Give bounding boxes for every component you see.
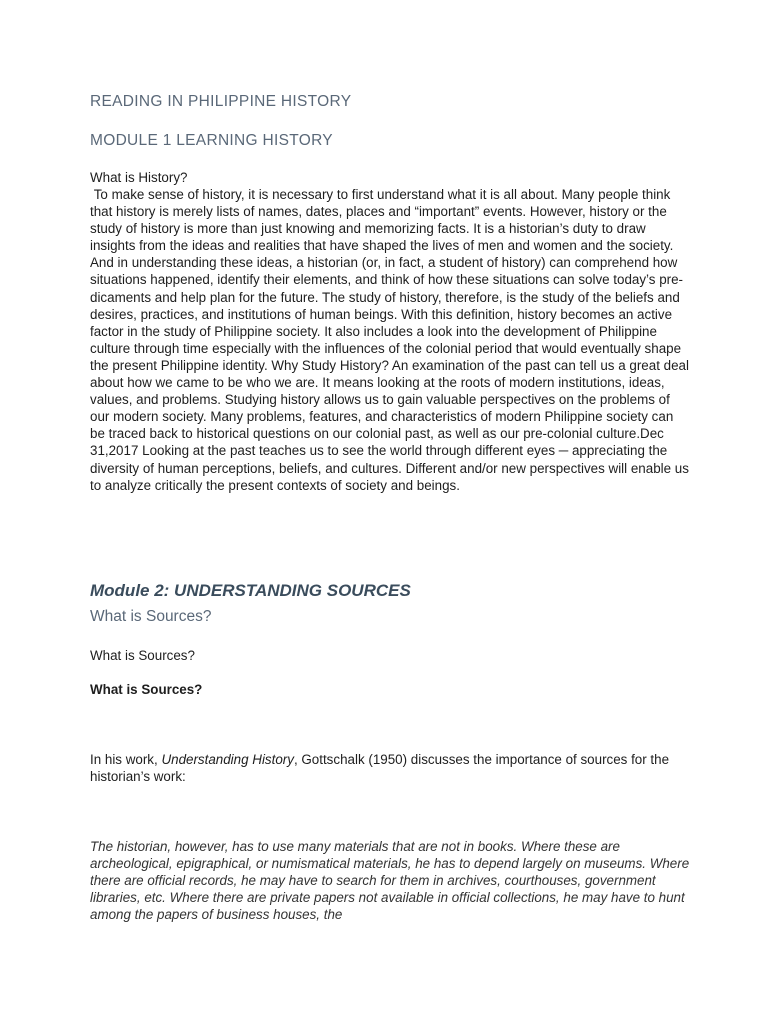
module2-question-bold: What is Sources? bbox=[90, 682, 203, 697]
document-title: READING IN PHILIPPINE HISTORY bbox=[90, 93, 352, 110]
module2-subheading: What is Sources? bbox=[90, 608, 212, 625]
book-title: Understanding History bbox=[161, 752, 294, 767]
gottschalk-paragraph bbox=[90, 751, 690, 785]
gottschalk-quote: The historian, however, has to use many materials that are not in books. Where these are archeological, epigraphical, or numismatical materials, he has to depend largely on museums. Where there are official records, he may have to search for them in archives, courthouses, government libraries, etc. Where there are private papers not available in official collections, he may have to hunt among the papers of business houses, the bbox=[90, 839, 690, 923]
module1-question: What is History? bbox=[90, 170, 188, 185]
module2-question-plain: What is Sources? bbox=[90, 648, 195, 663]
module1-heading: MODULE 1 LEARNING HISTORY bbox=[90, 132, 333, 149]
gottschalk-text-before: In his work, bbox=[90, 752, 162, 767]
gottschalk-text-after: , Gottschalk (1950) discusses the importance of sources for the historian’s work: bbox=[90, 752, 670, 785]
module1-paragraph: To make sense of history, it is necessary to first understand what it is all about. Many people think that history is merely lists of names, dates, places and “important” events. However, history or the study of history is more than just knowing and memorizing facts. It is a historian’s duty to draw insights from the ideas and realities that have shaped the lives of men and women and the society. And in understanding these ideas, a historian (or, in fact, a student of history) can comprehend how situations happened, identify their elements, and think of how these situations can solve today’s pre-dicaments and help plan for the future. The study of history, therefore, is the study of the beliefs and desires, practices, and institutions of human beings. With this definition, history becomes an active factor in the study of Philippine society. It also includes a look into the development of Philippine culture through time especially with the influences of the colonial period that would eventually shape the present Philippine identity. Why Study History? An examination of the past can tell us a great deal about how we came to be who we are. It means looking at the roots of modern institutions, ideas, values, and problems. Studying history allows us to gain valuable perspectives on the problems of our modern society. Many problems, features, and characteristics of modern Philippine society can be traced back to historical questions on our colonial past, as well as our pre-colonial culture.Dec 31,2017 Looking at the past teaches us to see the world through different eyes ─ appreciating the diversity of human perceptions, beliefs, and cultures. Different and/or new perspectives will enable us to analyze critically the present contexts of society and beings. bbox=[90, 187, 693, 493]
module2-heading: Module 2: UNDERSTANDING SOURCES bbox=[90, 581, 411, 600]
